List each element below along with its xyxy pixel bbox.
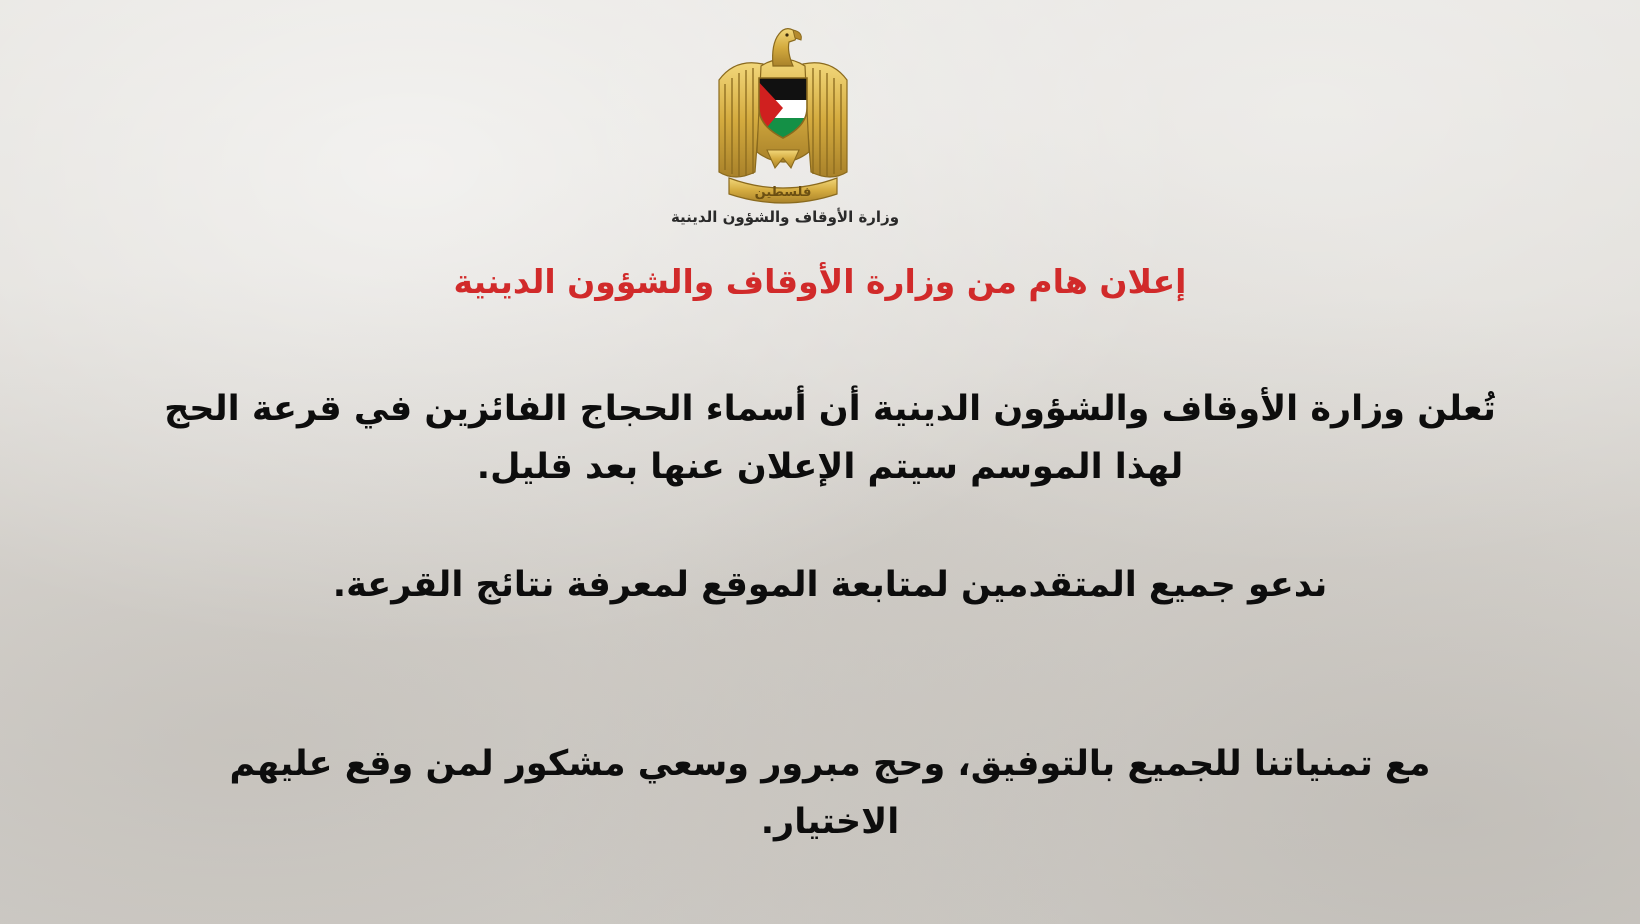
invitation-paragraph: ندعو جميع المتقدمين لمتابعة الموقع لمعرفة نتائج القرعة.: [332, 565, 1328, 605]
wishes-paragraph: مع تمنياتنا للجميع بالتوفيق، وحج مبرور وسعي مشكور لمن وقع عليهم الاختيار.: [229, 744, 1431, 842]
announcement-headline: إعلان هام من وزارة الأوقاف والشؤون الدينية: [453, 262, 1187, 301]
palestine-eagle-emblem-icon: [715, 22, 851, 208]
announcement-paragraph: تُعلن وزارة الأوقاف والشؤون الدينية أن أسماء الحجاج الفائزين في قرعة الحج لهذا الموسم سيتم الإعلان عنها بعد قليل.: [164, 389, 1496, 487]
ministry-caption: وزارة الأوقاف والشؤون الدينية: [670, 208, 900, 226]
emblem-scroll-text: فلسطين: [754, 185, 812, 200]
